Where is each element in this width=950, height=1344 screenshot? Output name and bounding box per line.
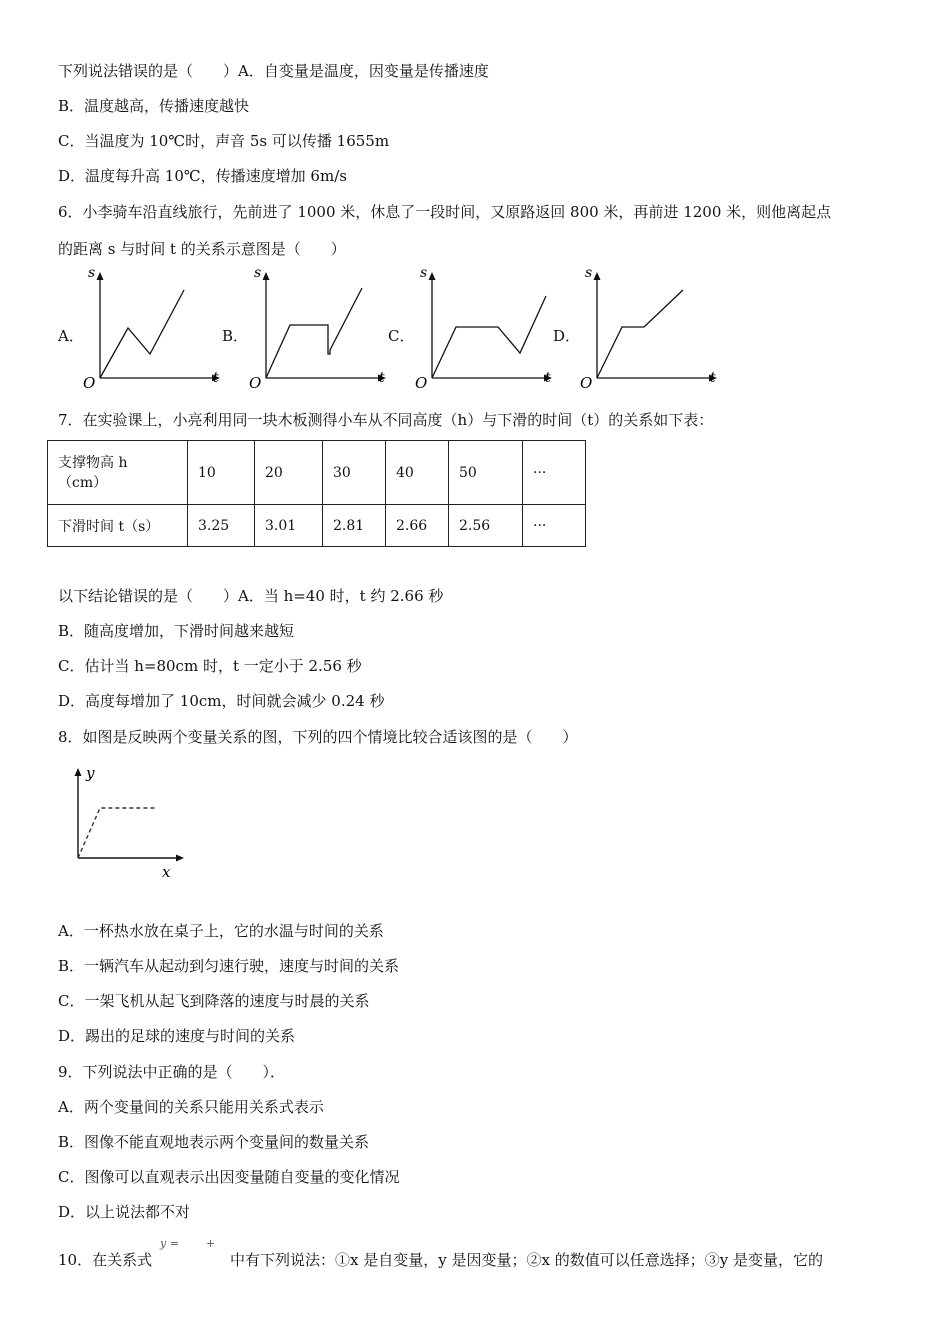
table-cell: 2.56 [449, 505, 523, 547]
q6-a-axis-t: t [213, 370, 219, 386]
table-cell: 3.25 [188, 505, 255, 547]
table-cell: 20 [255, 441, 323, 505]
table-header-height-unit: （cm） [58, 474, 108, 491]
table-cell: ··· [523, 505, 586, 547]
q8-graph [60, 760, 200, 885]
q9-option-c: C．图像可以直观表示出因变量随自变量的变化情况 [58, 1168, 400, 1186]
table-row [48, 505, 586, 547]
table-cell: ··· [523, 441, 586, 505]
q6-d-axis-s: s [585, 265, 593, 281]
q8-stem: 8．如图是反映两个变量关系的图，下列的四个情境比较合适该图的是（ ） [58, 728, 578, 746]
q8-option-b: B．一辆汽车从起动到匀速行驶，速度与时间的关系 [58, 957, 400, 975]
q8-axis-y: y [86, 764, 95, 782]
q8-option-d: D．踢出的足球的速度与时间的关系 [58, 1027, 296, 1045]
q5-option-b: B．温度越高，传播速度越快 [58, 97, 250, 115]
q6-label-b: B． [222, 327, 249, 345]
q6-label-c: C． [388, 327, 415, 345]
q10-formula-y: y = [160, 1237, 179, 1250]
q8-axis-x: x [162, 863, 171, 881]
q10-formula-plus: + [206, 1237, 216, 1250]
q6-c-axis-t: t [545, 370, 551, 386]
q10-stem-start: 10．在关系式 [58, 1251, 153, 1269]
q6-b-axis-t: t [379, 370, 385, 386]
q5-option-c: C．当温度为 10℃时，声音 5s 可以传播 1655m [58, 132, 390, 150]
q10-stem-end: 中有下列说法：①x 是自变量，y 是因变量；②x 的数值可以任意选择；③y 是变量，它的 [230, 1251, 823, 1269]
q9-option-b: B．图像不能直观地表示两个变量间的数量关系 [58, 1133, 370, 1151]
table-cell: 2.81 [323, 505, 386, 547]
table-row [48, 441, 586, 505]
q9-stem: 9．下列说法中正确的是（ ）． [58, 1063, 286, 1081]
q7-data-table [47, 440, 586, 547]
q6-label-a: A． [58, 327, 84, 345]
q7-conclusion: 以下结论错误的是（ ）A．当 h=40 时，t 约 2.66 秒 [58, 587, 444, 605]
table-cell: 40 [386, 441, 449, 505]
table-cell: 50 [449, 441, 523, 505]
q6-a-origin: O [83, 374, 96, 392]
q7-option-d: D．高度每增加了 10cm，时间就会减少 0.24 秒 [58, 692, 385, 710]
q5-stem: 下列说法错误的是（ ）A．自变量是温度，因变量是传播速度 [58, 62, 489, 80]
q6-d-axis-t: t [710, 370, 716, 386]
table-cell: 2.66 [386, 505, 449, 547]
table-header-height [48, 441, 188, 505]
table-cell: 10 [188, 441, 255, 505]
q7-option-b: B．随高度增加，下滑时间越来越短 [58, 622, 295, 640]
q6-b-axis-s: s [254, 265, 262, 281]
q6-label-d: D． [553, 327, 581, 345]
q8-option-a: A．一杯热水放在桌子上，它的水温与时间的关系 [58, 922, 384, 940]
q6-graph-b [246, 264, 396, 394]
q6-c-axis-s: s [420, 265, 428, 281]
q6-graph-d [577, 264, 727, 394]
q7-option-c: C．估计当 h=80cm 时，t 一定小于 2.56 秒 [58, 657, 362, 675]
q8-option-c: C．一架飞机从起飞到降落的速度与时晨的关系 [58, 992, 370, 1010]
q6-graph-c [412, 264, 562, 394]
table-header-time: 下滑时间 t（s） [48, 505, 188, 547]
q7-stem: 7．在实验课上，小亮利用同一块木板测得小车从不同高度（h）与下滑的时间（t）的关系如下表： [58, 411, 714, 429]
q6-c-origin: O [415, 374, 428, 392]
table-header-height-label: 支撑物高 h [58, 454, 128, 471]
q5-option-d: D．温度每升高 10℃，传播速度增加 6m/s [58, 167, 347, 185]
q9-option-a: A．两个变量间的关系只能用关系式表示 [58, 1098, 324, 1116]
q6-a-axis-s: s [88, 265, 96, 281]
q9-option-d: D．以上说法都不对 [58, 1203, 191, 1221]
q6-stem-line1: 6．小李骑车沿直线旅行，先前进了 1000 米，休息了一段时间，又原路返回 800 米，再前进 1200 米，则他离起点 [58, 203, 832, 221]
q6-stem-line2: 的距离 s 与时间 t 的关系示意图是（ ） [58, 240, 346, 258]
q6-b-origin: O [249, 374, 262, 392]
table-cell: 30 [323, 441, 386, 505]
q6-graph-a [80, 264, 230, 394]
table-cell: 3.01 [255, 505, 323, 547]
q6-d-origin: O [580, 374, 593, 392]
